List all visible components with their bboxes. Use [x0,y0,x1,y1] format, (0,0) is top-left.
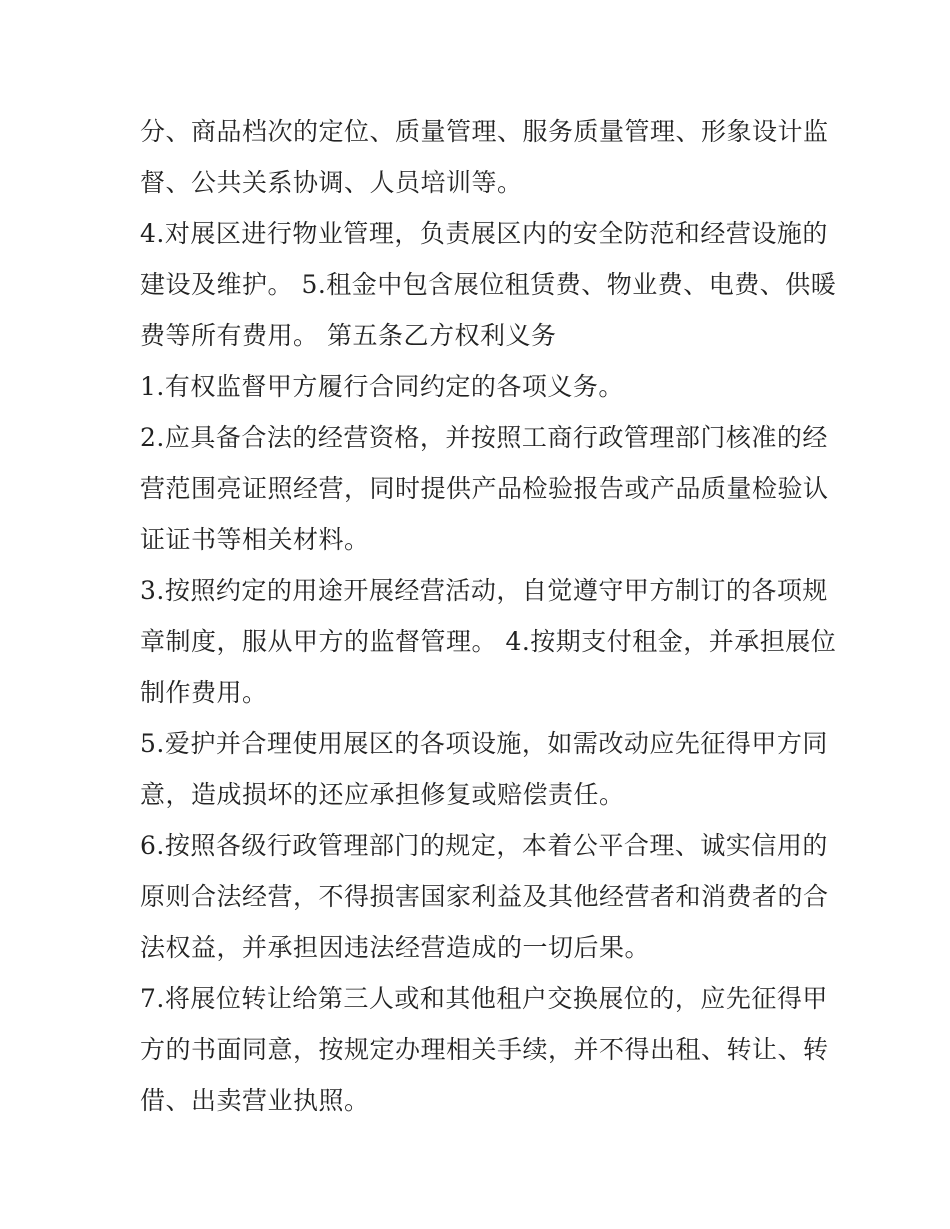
text-line: 7.将展位转让给第三人或和其他租户交换展位的，应先征得甲 [140,984,828,1013]
text-line: 制作费用。 [140,678,268,707]
text-line: 法权益，并承担因违法经营造成的一切后果。 [140,933,651,962]
document-body [140,106,837,1126]
text-line: 6.按照各级行政管理部门的规定，本着公平合理、诚实信用的 [140,831,828,860]
text-line: 建设及维护。 5.租金中包含展位租赁费、物业费、电费、供暖 [140,270,837,299]
text-line: 原则合法经营，不得损害国家利益及其他经营者和消费者的合 [140,882,829,911]
text-line: 意，造成损坏的还应承担修复或赔偿责任。 [140,780,625,809]
text-line: 方的书面同意，按规定办理相关手续，并不得出租、转让、转 [140,1035,829,1064]
text-line: 费等所有费用。 第五条乙方权利义务 [140,321,557,350]
text-line: 督、公共关系协调、人员培训等。 [140,168,523,197]
text-line: 证证书等相关材料。 [140,525,370,554]
text-line: 营范围亮证照经营，同时提供产品检验报告或产品质量检验认 [140,474,829,503]
text-line: 分、商品档次的定位、质量管理、服务质量管理、形象设计监 [140,117,829,146]
text-line: 借、出卖营业执照。 [140,1086,370,1115]
text-line: 章制度，服从甲方的监督管理。 4.按期支付租金，并承担展位 [140,627,837,656]
text-line: 4.对展区进行物业管理，负责展区内的安全防范和经营设施的 [140,219,828,248]
text-line: 5.爱护并合理使用展区的各项设施，如需改动应先征得甲方同 [140,729,828,758]
text-line: 1.有权监督甲方履行合同约定的各项义务。 [140,372,624,401]
text-line: 3.按照约定的用途开展经营活动，自觉遵守甲方制订的各项规 [140,576,828,605]
text-line: 2.应具备合法的经营资格，并按照工商行政管理部门核准的经 [140,423,828,452]
